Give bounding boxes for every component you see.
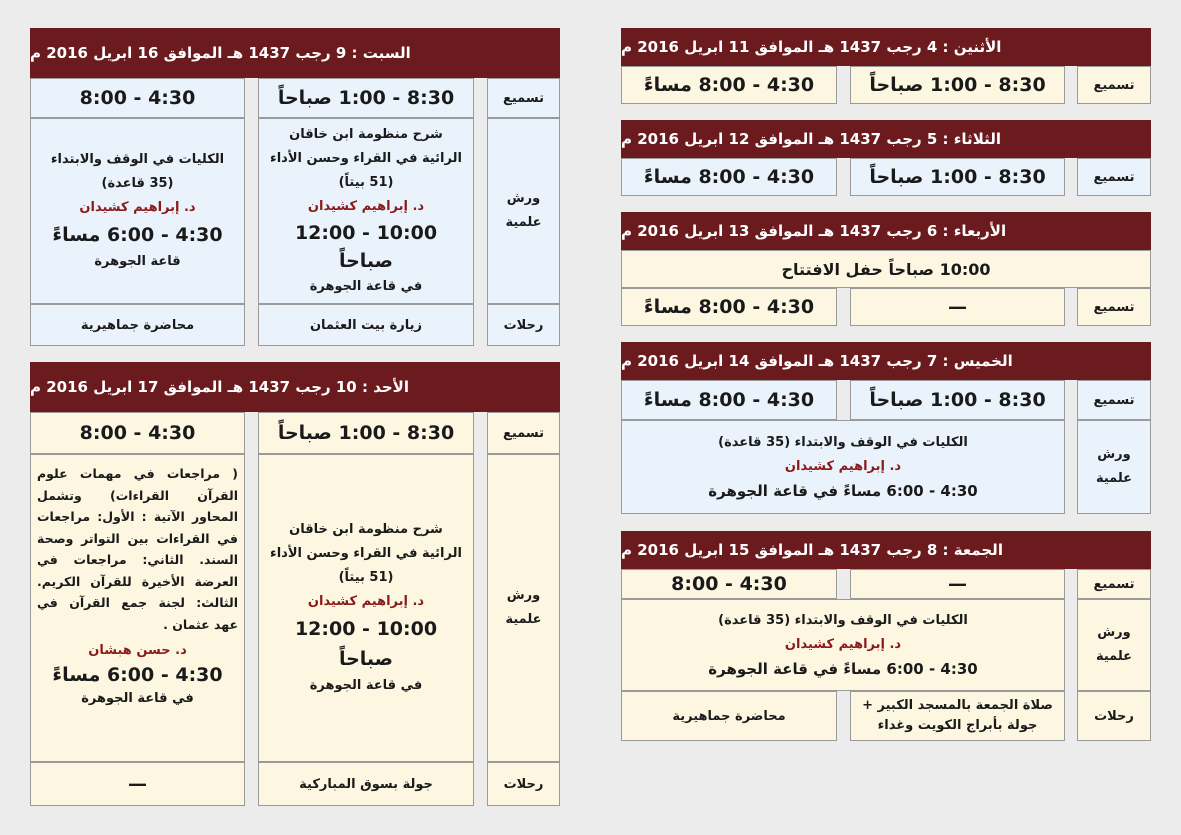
workshop-place: في قاعة الجوهرة	[309, 279, 423, 294]
day-header-friday: الجمعة : 8 رجب 1437 هـ الموافق 15 ابريل 2016 م	[621, 531, 1151, 569]
row-label-trips: رحلات	[487, 304, 560, 346]
evening-slot: 4:30 - 8:00 مساءً	[621, 158, 837, 196]
workshop-title: شرح منظومة ابن خاقان الرائية في القراء وحسن الأداء	[270, 127, 462, 166]
morning-slot: 8:30 - 1:00 صباحاً	[850, 380, 1065, 420]
morning-slot: 8:30 - 1:00 صباحاً	[258, 78, 474, 118]
workshop-block	[621, 599, 1065, 691]
row-label-workshops: ورش علمية	[487, 118, 560, 304]
row-label-tasmee: تسميع	[1077, 66, 1151, 104]
morning-slot: 8:30 - 1:00 صباحاً	[850, 66, 1065, 104]
workshop-evening	[30, 454, 245, 762]
morning-slot-empty: —	[850, 569, 1065, 599]
evening-slot: 4:30 - 8:00	[30, 78, 245, 118]
workshop-time: 10:00 - 12:00 صباحاً	[294, 222, 438, 272]
morning-slot: 8:30 - 1:00 صباحاً	[258, 412, 474, 454]
day-header-saturday: السبت : 9 رجب 1437 هـ الموافق 16 ابريل 2016 م	[30, 28, 560, 78]
day-header-thursday: الخميس : 7 رجب 1437 هـ الموافق 14 ابريل 2016 م	[621, 342, 1151, 380]
workshop-time: 4:30 - 6:00 مساءً	[52, 664, 223, 686]
opening-ceremony: 10:00 صباحاً حفل الافتتاح	[621, 250, 1151, 288]
workshop-title: الكليات في الوقف والابتداء (35 قاعدة)	[718, 613, 968, 628]
trip-evening: محاضرة جماهيرية	[30, 304, 245, 346]
workshop-lecturer: د. حسن هبشان	[88, 643, 187, 658]
workshop-place: في قاعة الجوهرة	[309, 678, 423, 693]
workshop-lecturer: د. إبراهيم كشيدان	[784, 637, 902, 652]
evening-slot: 4:30 - 8:00 مساءً	[621, 288, 837, 326]
workshop-lecturer: د. إبراهيم كشيدان	[79, 200, 196, 215]
workshop-count: (51 بيتاً)	[338, 570, 394, 585]
workshop-block	[621, 420, 1065, 514]
trip-morning: جولة بسوق المباركية	[258, 762, 474, 806]
morning-slot: 8:30 - 1:00 صباحاً	[850, 158, 1065, 196]
evening-slot: 4:30 - 8:00	[30, 412, 245, 454]
row-label-trips: رحلات	[487, 762, 560, 806]
workshop-lecturer: د. إبراهيم كشيدان	[307, 594, 425, 609]
day-header-sunday: الأحد : 10 رجب 1437 هـ الموافق 17 ابريل 2016 م	[30, 362, 560, 412]
workshop-place: في قاعة الجوهرة	[81, 691, 194, 706]
morning-slot-empty: —	[850, 288, 1065, 326]
row-label-tasmee: تسميع	[487, 412, 560, 454]
workshop-count: (35 قاعدة)	[101, 176, 174, 191]
workshop-time: 10:00 - 12:00 صباحاً	[294, 618, 438, 670]
workshop-morning	[258, 118, 474, 304]
row-label-trips: رحلات	[1077, 691, 1151, 741]
row-label-tasmee: تسميع	[1077, 569, 1151, 599]
day-header-monday: الأثنين : 4 رجب 1437 هـ الموافق 11 ابريل 2016 م	[621, 28, 1151, 66]
workshop-time: 4:30 - 6:00 مساءً في قاعة الجوهرة	[708, 482, 978, 500]
row-label-tasmee: تسميع	[1077, 158, 1151, 196]
workshop-lecturer: د. إبراهيم كشيدان	[784, 459, 902, 474]
day-header-tuesday: الثلاثاء : 5 رجب 1437 هـ الموافق 12 ابريل 2016 م	[621, 120, 1151, 158]
workshop-time: 4:30 - 6:00 مساءً	[52, 224, 223, 246]
workshop-place: قاعة الجوهرة	[94, 254, 181, 269]
evening-slot: 4:30 - 8:00 مساءً	[621, 380, 837, 420]
workshop-title: الكليات في الوقف والابتداء	[50, 152, 225, 167]
row-label-tasmee: تسميع	[1077, 288, 1151, 326]
row-label-workshops: ورش علمية	[1077, 420, 1151, 514]
workshop-topics: ( مراجعات في مهمات علوم القرآن القراءات) وتشمل المحاور الآتية : الأول: مراجعات في القراءات بين التواتر وصحة السند. الثاني: مراجعات في العرضة الأخيرة للقرآن الكريم. الثالث: لجنة جمع القرآن في عهد عثمان .	[37, 466, 238, 632]
evening-slot: 4:30 - 8:00	[621, 569, 837, 599]
trip-morning: صلاة الجمعة بالمسجد الكبير + جولة بأبراج الكويت وغداء	[850, 691, 1065, 741]
row-label-tasmee: تسميع	[1077, 380, 1151, 420]
workshop-title: شرح منظومة ابن خاقان الرائية في القراء وحسن الأداء	[270, 522, 462, 561]
row-label-workshops: ورش علمية	[487, 454, 560, 762]
trip-evening-empty: —	[30, 762, 245, 806]
evening-slot: 4:30 - 8:00 مساءً	[621, 66, 837, 104]
workshop-evening	[30, 118, 245, 304]
trip-morning: زيارة بيت العثمان	[258, 304, 474, 346]
workshop-time: 4:30 - 6:00 مساءً في قاعة الجوهرة	[708, 660, 978, 678]
workshop-morning	[258, 454, 474, 762]
day-header-wednesday: الأربعاء : 6 رجب 1437 هـ الموافق 13 ابريل 2016 م	[621, 212, 1151, 250]
trip-evening: محاضرة جماهيرية	[621, 691, 837, 741]
workshop-count: (51 بيتاً)	[338, 175, 394, 190]
workshop-title: الكليات في الوقف والابتداء (35 قاعدة)	[718, 435, 968, 450]
row-label-workshops: ورش علمية	[1077, 599, 1151, 691]
workshop-lecturer: د. إبراهيم كشيدان	[307, 199, 425, 214]
row-label-tasmee: تسميع	[487, 78, 560, 118]
